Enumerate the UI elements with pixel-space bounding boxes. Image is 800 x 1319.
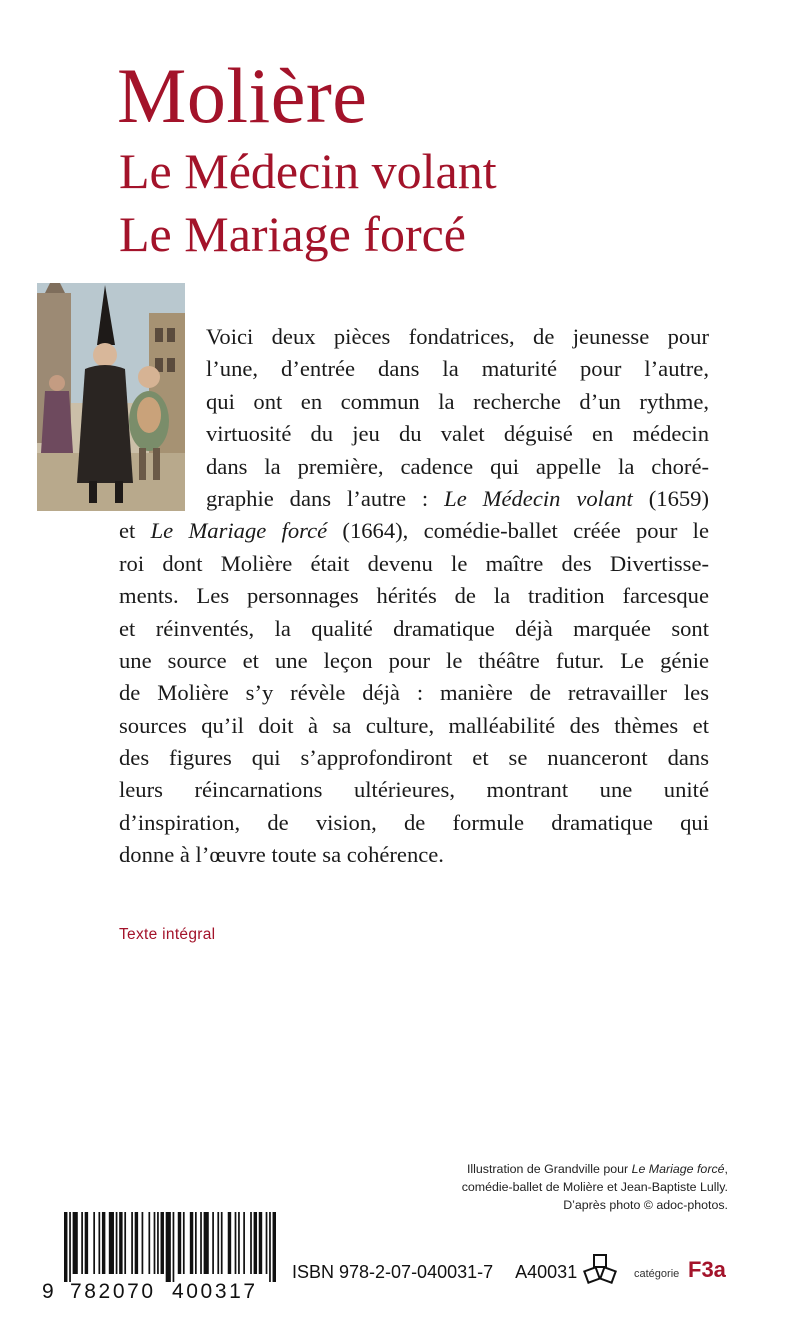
credit-line-2: comédie-ballet de Molière et Jean-Baptiste Lully. [461,1180,728,1194]
barcode-bar [124,1212,126,1274]
barcode-group-2: 400317 [172,1280,258,1303]
isbn: ISBN 978-2-07-040031-7 [292,1262,494,1282]
blurb-text: (1664), comédie-ballet créée pour le [327,518,709,544]
blurb-line [119,483,709,515]
credit-line-3: D’après photo © adoc-photos. [563,1198,728,1212]
blurb-line: l’une, d’entrée dans la maturité pour l’autre, [206,356,709,382]
blurb-text: et [119,518,151,544]
barcode-bar [98,1212,100,1274]
catalog-code: A40031 [515,1262,578,1282]
title-line-1: Le Médecin volant [119,143,497,199]
barcode-bar [119,1212,122,1274]
barcode-bar [109,1212,114,1274]
blurb-text: (1659) [632,485,709,511]
barcode-bar [190,1212,193,1274]
integral-text-label: Texte intégral [119,926,216,943]
blurb-line: ments. Les personnages hérités de la tradition farcesque [119,583,709,609]
barcode-bar [73,1212,78,1274]
title-line-2: Le Mariage forcé [119,206,466,262]
blurb-line: roi dont Molière était devenu le maître des Divertisse- [119,550,709,576]
barcode-bar [212,1212,214,1274]
blurb-line: donne à l’œuvre toute sa cohérence. [119,842,444,868]
barcode-bar [85,1212,88,1274]
barcode-bar [178,1212,181,1274]
author-name: Molière [117,52,368,139]
blurb-line [119,515,709,547]
barcode [42,1212,282,1307]
barcode-bar [142,1212,144,1274]
blurb-line: sources qu’il doit à sa culture, malléabilité des thèmes et [119,712,709,738]
blurb-line: de Molière s’y révèle déjà : manière de retravailler les [119,680,709,706]
barcode-bar [102,1212,105,1274]
play-title-mariage: Le Mariage forcé [150,518,328,544]
barcode-bar [135,1212,138,1274]
publisher-logo-icon [583,1252,617,1286]
barcode-bar [228,1212,231,1274]
blurb-text: graphie dans l’autre : [206,485,445,511]
blurb-line: dans la première, cadence qui appelle la choré- [206,453,709,479]
barcode-bar [266,1212,268,1274]
category-label: catégorie [634,1268,680,1280]
barcode-bar [173,1212,175,1282]
barcode-bar [69,1212,71,1282]
illustration-credit [388,1160,728,1214]
barcode-group-1: 782070 [70,1280,156,1303]
barcode-bar [166,1212,171,1282]
barcode-bar [154,1212,156,1274]
barcode-bar [235,1212,237,1274]
barcode-bar [250,1212,252,1274]
barcode-bar [200,1212,202,1274]
barcode-bar [131,1212,133,1274]
barcode-bar [243,1212,245,1274]
barcode-bar [269,1212,271,1282]
barcode-bar [238,1212,240,1274]
blurb-line: une source et une leçon pour le théâtre futur. Le génie [119,647,709,673]
barcode-bars [64,1212,276,1282]
isbn-row [292,1262,577,1283]
category-value: F3a [688,1257,726,1282]
barcode-bar [93,1212,95,1274]
blurb-line: leurs réincarnations ultérieures, montrant une unité [119,777,709,803]
blurb-line: Voici deux pièces fondatrices, de jeunesse pour [206,324,709,349]
play-title-medecin: Le Médecin volant [444,485,633,511]
barcode-lead-digit: 9 [42,1280,55,1303]
barcode-bar [273,1212,276,1282]
credit-text: , [724,1162,728,1176]
barcode-bar [81,1212,83,1274]
barcode-bar [259,1212,262,1274]
blurb-line: et réinventés, la qualité dramatique déjà marquée sont [119,615,709,641]
barcode-bar [254,1212,257,1274]
credit-text: Illustration de Grandville pour [466,1162,632,1176]
barcode-bar [116,1212,118,1274]
barcode-bar [148,1212,150,1274]
blurb-line: virtuosité du jeu du valet déguisé en médecin [206,421,709,447]
barcode-bar [221,1212,223,1274]
barcode-bar [195,1212,197,1274]
blurb-line: qui ont en commun la recherche d’un rythme, [206,388,709,414]
barcode-bar [157,1212,159,1274]
credit-title: Le Mariage forcé [631,1162,725,1176]
barcode-bar [64,1212,67,1282]
back-cover-blurb [119,321,709,872]
credit-line-1 [388,1160,728,1178]
blurb-line: d’inspiration, de vision, de formule dramatique qui [119,809,709,835]
barcode-bar [204,1212,209,1274]
barcode-bar [161,1212,164,1274]
blurb-line: des figures qui s’approfondiront et se nuanceront dans [119,745,709,771]
barcode-bar [183,1212,185,1274]
barcode-bar [217,1212,219,1274]
